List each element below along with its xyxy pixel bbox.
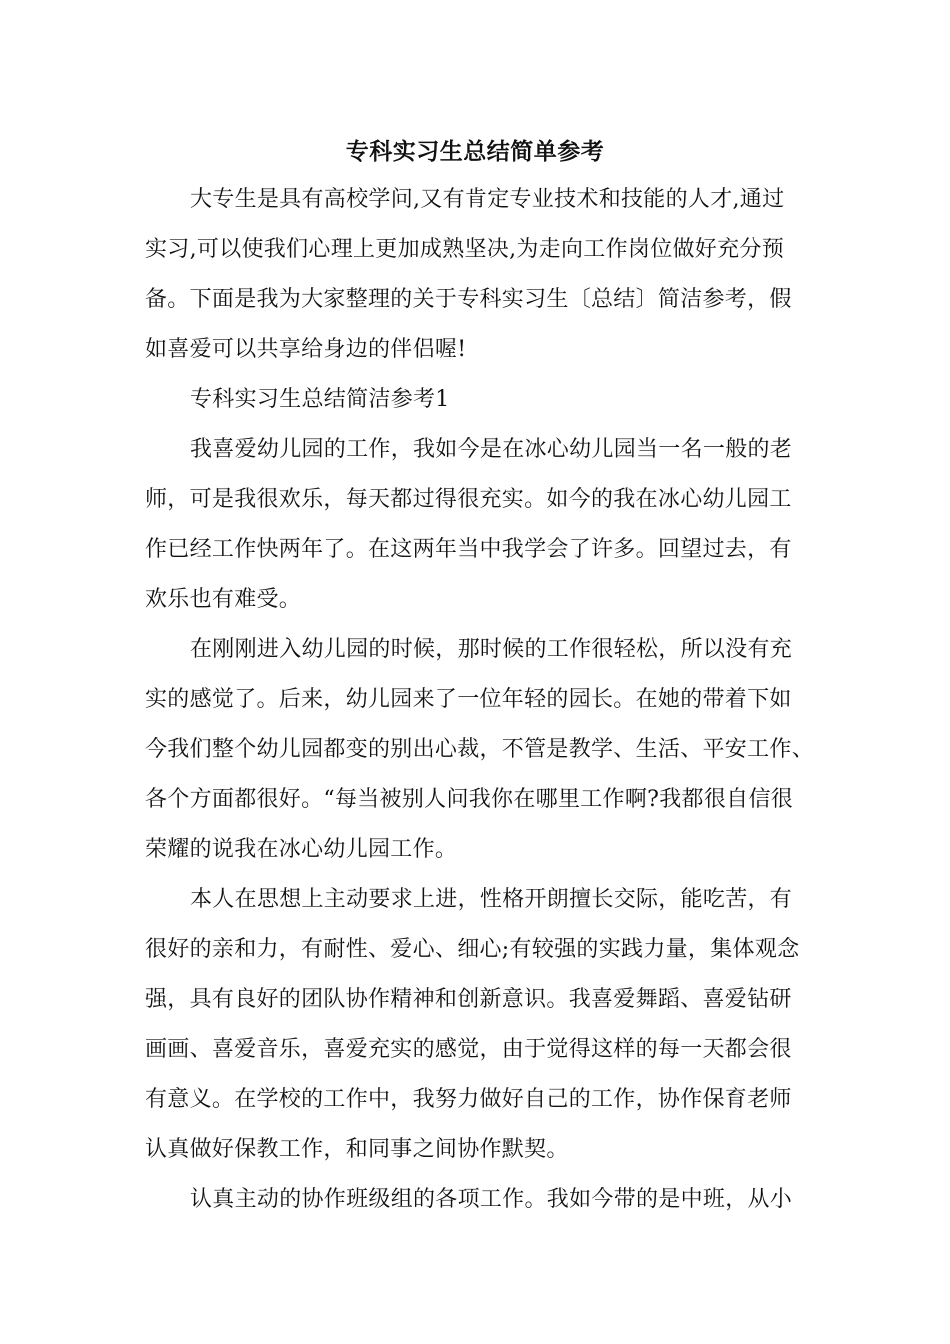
paragraph-line: 大专生是具有高校学问,又有肯定专业技术和技能的人才,通过 — [190, 187, 785, 212]
paragraph-line: 有意义。在学校的工作中，我努力做好自己的工作，协作保育老师 — [145, 1087, 792, 1112]
paragraph-line: 实习,可以使我们心理上更加成熟坚决,为走向工作岗位做好充分预 — [145, 237, 784, 262]
paragraph-line: 今我们整个幼儿园都变的别出心裁，不管是教学、生活、平安工作、 — [145, 737, 815, 762]
paragraph-line: 很好的亲和力，有耐性、爱心、细心;有较强的实践力量，集体观念 — [145, 937, 800, 962]
paragraph-line: 欢乐也有难受。 — [145, 587, 302, 612]
paragraph-line: 备。下面是我为大家整理的关于专科实习生〔总结〕简洁参考，假 — [145, 287, 792, 312]
paragraph-line: 强，具有良好的团队协作精神和创新意识。我喜爱舞蹈、喜爱钻研 — [145, 987, 792, 1012]
paragraph-line: 如喜爱可以共享给身边的伴侣喔! — [145, 337, 467, 362]
document-title: 专科实习生总结简单参考 — [345, 138, 605, 165]
paragraph-line: 实的感觉了。后来，幼儿园来了一位年轻的园长。在她的带着下如 — [145, 687, 792, 712]
paragraph-line: 本人在思想上主动要求上进，性格开朗擅长交际，能吃苦，有 — [190, 887, 793, 912]
paragraph-line: 认真主动的协作班级组的各项工作。我如今带的是中班，从小 — [190, 1187, 793, 1212]
paragraph-line: 师，可是我很欢乐，每天都过得很充实。如今的我在冰心幼儿园工 — [145, 487, 792, 512]
paragraph-line: 荣耀的说我在冰心幼儿园工作。 — [145, 837, 458, 862]
paragraph-line: 我喜爱幼儿园的工作，我如今是在冰心幼儿园当一名一般的老 — [190, 437, 793, 462]
section-heading: 专科实习生总结简洁参考1 — [190, 387, 450, 412]
paragraph-line: 认真做好保教工作，和同事之间协作默契。 — [145, 1137, 569, 1162]
paragraph-line: 各个方面都很好。“每当被别人问我你在哪里工作啊?我都很自信很 — [145, 787, 794, 812]
paragraph-line: 画画、喜爱音乐，喜爱充实的感觉，由于觉得这样的每一天都会很 — [145, 1037, 792, 1062]
paragraph-line: 作已经工作快两年了。在这两年当中我学会了许多。回望过去，有 — [145, 537, 792, 562]
paragraph-line: 在刚刚进入幼儿园的时候，那时候的工作很轻松，所以没有充 — [190, 637, 793, 662]
